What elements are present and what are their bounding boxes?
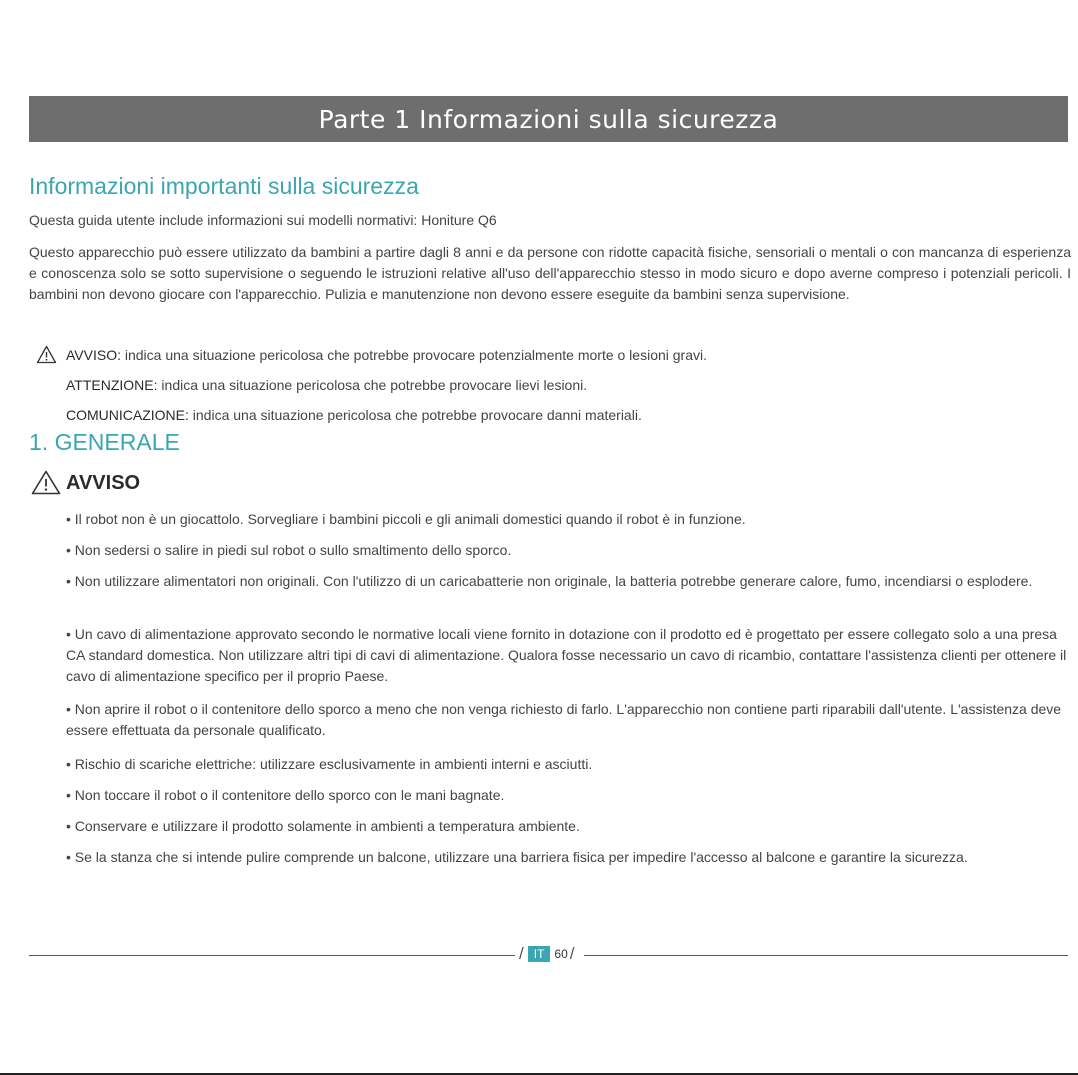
list-item: • Conservare e utilizzare il prodotto solamente in ambienti a temperatura ambiente.	[66, 818, 580, 834]
warning-triangle-icon	[31, 470, 61, 495]
list-item: • Non sedersi o salire in piedi sul robot o sullo smaltimento dello sporco.	[66, 542, 512, 558]
list-item: • Se la stanza che si intende pulire comprende un balcone, utilizzare una barriera fisica per impedire l'accesso al balcone e garantire la sicurezza.	[66, 849, 968, 865]
page-badge	[519, 944, 575, 963]
intro-paragraph: Questo apparecchio può essere utilizzato da bambini a partire dagli 8 anni e da persone con ridotte capacità fisiche, sensoriali o mentali o con mancanza di esperienza e conoscenza solo se sotto supervisione o seguendo le istruzioni relative all'uso dell'apparecchio stesso in modo sicuro e dopo averne compreso i potenziali pericoli. I bambini non devono giocare con l'apparecchio. Pulizia e manutenzione non devono essere eseguite da bambini senza supervisione.	[29, 244, 1071, 302]
page-number: 60	[554, 946, 568, 961]
section-heading: Informazioni importanti sulla sicurezza	[29, 173, 419, 199]
intro-text: Questa guida utente include informazioni sui modelli normativi: Honiture Q6	[29, 212, 497, 228]
legend-desc: indica una situazione pericolosa che potrebbe provocare danni materiali.	[188, 407, 642, 423]
list-item: • Non utilizzare alimentatori non originali. Con l'utilizzo di un caricabatterie non originale, la batteria potrebbe generare calore, fumo, incendiarsi o esplodere.	[66, 573, 1033, 589]
legend-term: COMUNICAZIONE:	[66, 407, 189, 423]
avviso-title: AVVISO	[66, 472, 141, 494]
slash-decoration: /	[519, 944, 524, 963]
footer-rule-left	[29, 955, 515, 956]
list-item: • Il robot non è un giocattolo. Sorvegliare i bambini piccoli e gli animali domestici quando il robot è in funzione.	[66, 511, 746, 527]
part-banner	[29, 96, 1068, 142]
language-badge: IT	[528, 946, 551, 962]
legend-term: ATTENZIONE:	[66, 377, 158, 393]
legend-desc: indica una situazione pericolosa che potrebbe provocare potenzialmente morte o lesioni gravi.	[120, 347, 707, 363]
list-item: • Non aprire il robot o il contenitore dello sporco a meno che non venga richiesto di farlo. L'apparecchio non contiene parti riparabili dall'utente. L'assistenza deve essere effettuata da personale qualificato.	[66, 701, 1062, 738]
list-item: • Un cavo di alimentazione approvato secondo le normative locali viene fornito in dotazione con il prodotto ed è progettato per essere collegato solo a una presa CA standard domestica. Non utilizzare altri tipi di cavi di alimentazione. Qualora fosse necessario un cavo di ricambio, contattare l'assistenza clienti per ottenere il cavo di alimentazione specifico per il proprio Paese.	[66, 626, 1067, 684]
list-item: • Rischio di scariche elettriche: utilizzare esclusivamente in ambienti interni e asciutti.	[66, 756, 593, 772]
footer-rule-right	[584, 955, 1068, 956]
legend-avviso	[66, 346, 707, 364]
part-title: Parte 1 Informazioni sulla sicurezza	[318, 104, 779, 134]
warning-triangle-icon	[36, 345, 57, 364]
slash-decoration: /	[569, 944, 575, 963]
general-heading: 1. GENERALE	[29, 429, 180, 455]
legend-attenzione	[66, 376, 587, 394]
list-item: • Non toccare il robot o il contenitore dello sporco con le mani bagnate.	[66, 787, 505, 803]
legend-term: AVVISO:	[66, 347, 121, 363]
legend-desc: indica una situazione pericolosa che potrebbe provocare lievi lesioni.	[157, 377, 588, 393]
legend-comunicazione	[66, 406, 642, 424]
